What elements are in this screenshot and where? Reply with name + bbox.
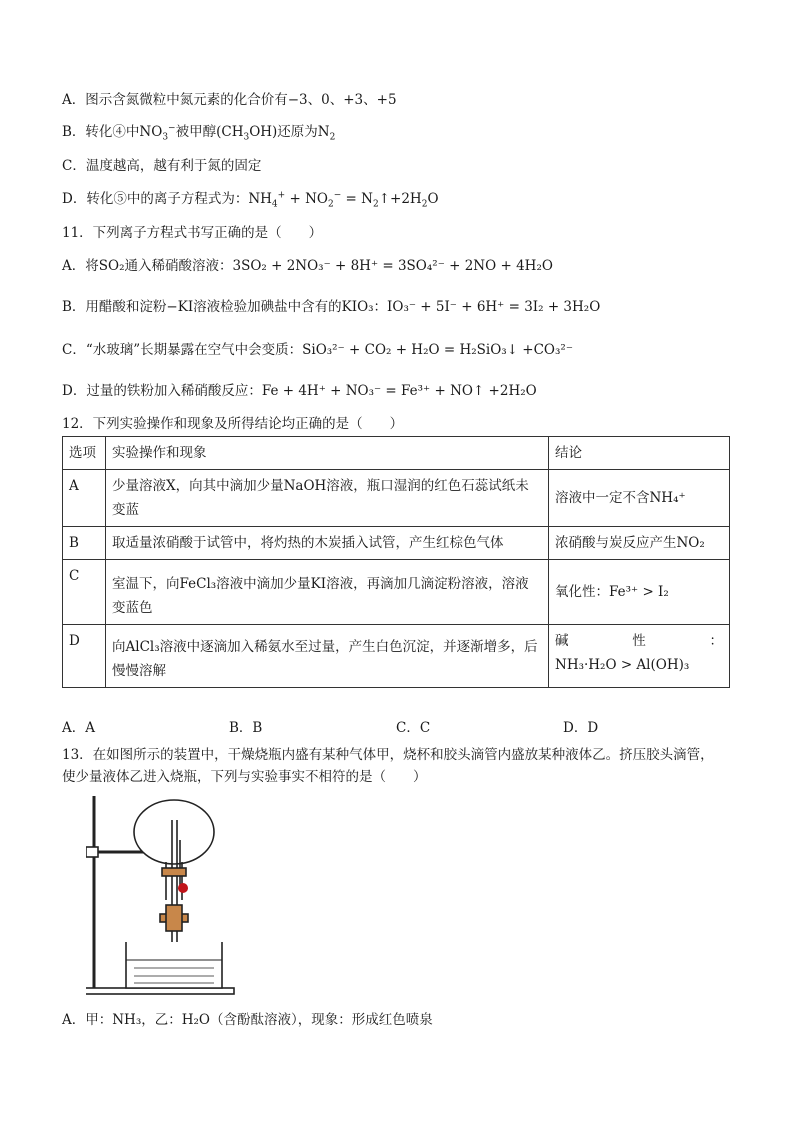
q11-option-d: D．过量的铁粉加入稀硝酸反应：Fe + 4H⁺ + NO₃⁻ = Fe³⁺ + NO↑ +2H₂O bbox=[62, 383, 537, 399]
fountain-apparatus-figure bbox=[86, 792, 246, 997]
q13-stem-line-2: 使少量液体乙进入烧瓶，下列与实验事实不相符的是（ ） bbox=[62, 769, 427, 785]
table-row bbox=[63, 470, 730, 527]
table-row bbox=[63, 560, 730, 625]
q13-option-a: A．甲：NH₃，乙：H₂O（含酚酞溶液），现象：形成红色喷泉 bbox=[62, 1012, 433, 1028]
q12-options bbox=[62, 718, 730, 738]
experiment-table bbox=[62, 436, 730, 688]
row-operation: 取适量浓硝酸于试管中，将灼热的木炭插入试管，产生红棕色气体 bbox=[106, 527, 549, 560]
table-row bbox=[63, 625, 730, 688]
q10-option-a: A．图示含氮微粒中氮元素的化合价有−3、0、+3、+5 bbox=[62, 92, 397, 108]
pinch-clamp-body bbox=[166, 905, 182, 931]
row-option: D bbox=[63, 625, 106, 688]
q12-stem: 12．下列实验操作和现象及所得结论均正确的是（ ） bbox=[62, 416, 404, 432]
row-option: C bbox=[63, 560, 106, 625]
table-row bbox=[63, 527, 730, 560]
row-operation: 室温下，向FeCl₃溶液中滴加少量KI溶液，再滴加几滴淀粉溶液，溶液变蓝色 bbox=[106, 560, 549, 625]
row-operation: 少量溶液X，向其中滴加少量NaOH溶液，瓶口湿润的红色石蕊试纸未变蓝 bbox=[106, 470, 549, 527]
row-operation: 向AlCl₃溶液中逐滴加入稀氨水至过量，产生白色沉淀，并逐渐增多，后慢慢溶解 bbox=[106, 625, 549, 688]
q10-option-b: B．转化④中$NO_3^-$被甲醇$(CH_3OH)$还原为$N_2$ bbox=[62, 123, 336, 143]
stopper bbox=[162, 868, 186, 876]
table-header-row bbox=[63, 437, 730, 470]
row-conclusion: 氧化性：Fe³⁺ > I₂ bbox=[549, 560, 730, 625]
round-flask bbox=[134, 800, 214, 864]
dropper-bulb bbox=[178, 883, 188, 893]
row-conclusion: 浓硝酸与炭反应产生NO₂ bbox=[549, 527, 730, 560]
header-operation: 实验操作和现象 bbox=[106, 437, 549, 470]
header-option: 选项 bbox=[63, 437, 106, 470]
q12-choice-c: C．C bbox=[396, 720, 431, 736]
q11-stem: 11．下列离子方程式书写正确的是（ ） bbox=[62, 225, 323, 241]
q12-choice-b: B．B bbox=[229, 720, 263, 736]
row-conclusion bbox=[549, 625, 730, 688]
beaker bbox=[126, 942, 222, 988]
conclusion-line-2: NH₃·H₂O > Al(OH)₃ bbox=[555, 657, 690, 673]
row-option: B bbox=[63, 527, 106, 560]
row-conclusion: 溶液中一定不含NH₄⁺ bbox=[549, 470, 730, 527]
clamp-boss bbox=[86, 847, 98, 857]
q11-option-a: A．将SO₂通入稀硝酸溶液：3SO₂ + 2NO₃⁻ + 8H⁺ = 3SO₄²⁻ + 2NO + 4H₂O bbox=[62, 258, 553, 274]
stand-base bbox=[86, 988, 234, 994]
header-conclusion: 结论 bbox=[549, 437, 730, 470]
q10-option-c: C．温度越高，越有利于氮的固定 bbox=[62, 158, 262, 174]
q11-option-c: C．“水玻璃”长期暴露在空气中会变质：SiO₃²⁻ + CO₂ + H₂O = H₂SiO₃↓ +CO₃²⁻ bbox=[62, 342, 573, 358]
conclusion-line-1: 碱 性 ： bbox=[555, 633, 723, 649]
q12-choice-a: A．A bbox=[62, 720, 95, 736]
q11-option-b: B．用醋酸和淀粉−KI溶液检验加碘盐中含有的KIO₃：IO₃⁻ + 5I⁻ + 6H⁺ = 3I₂ + 3H₂O bbox=[62, 299, 601, 315]
q13-stem-line-1: 13．在如图所示的装置中，干燥烧瓶内盛有某种气体甲，烧杯和胶头滴管内盛放某种液体乙。挤压胶头滴管， bbox=[62, 747, 714, 763]
row-option: A bbox=[63, 470, 106, 527]
q12-choice-d: D．D bbox=[563, 720, 599, 736]
q10-option-d: D．转化⑤中的离子方程式为：$NH_4^+ + NO_2^-$ = $N_2↑+2H_2O$ bbox=[62, 190, 439, 210]
